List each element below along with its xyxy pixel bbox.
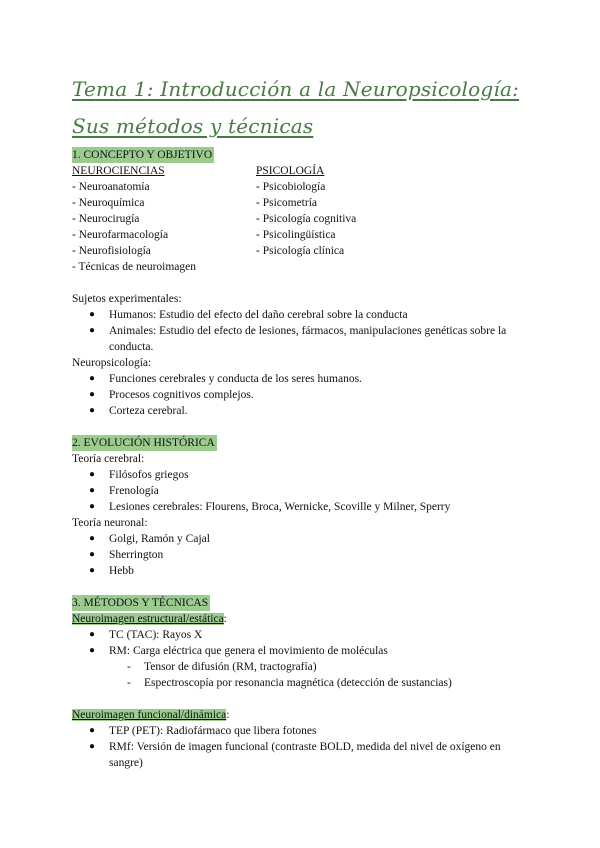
list-item: ● Hebb bbox=[89, 565, 134, 577]
section-3-heading: 3. MÉTODOS Y TÉCNICAS bbox=[72, 597, 209, 609]
list-item: ● Humanos: Estudio del efecto del daño cerebral sobre la conducta bbox=[89, 309, 408, 321]
list-item: ● Animales: Estudio del efecto de lesiones, fármacos, manipulaciones genéticas sobre la conducta. bbox=[89, 325, 507, 353]
psicologia-header: PSICOLOGÍA bbox=[256, 165, 325, 177]
neuropsicologia-label: Neuropsicología: bbox=[72, 357, 152, 369]
list-item: ● Lesiones cerebrales: Flourens, Broca, Wernicke, Scoville y Milner, Sperry bbox=[89, 501, 451, 513]
title-line-1: Tema 1: Introducción a la Neuropsicología: bbox=[72, 77, 520, 101]
neurociencias-header: NEUROCIENCIAS bbox=[72, 165, 165, 177]
bullet-icon: ● bbox=[89, 373, 96, 384]
bullet-icon: ● bbox=[89, 533, 96, 544]
list-item: ● Golgi, Ramón y Cajal bbox=[89, 533, 210, 545]
bullet-icon: ● bbox=[89, 405, 96, 416]
bullet-icon: ● bbox=[89, 501, 96, 512]
teoria-cerebral-list bbox=[72, 467, 532, 515]
neuro-item: - Neuroanatomía bbox=[72, 181, 150, 193]
bullet-icon: ● bbox=[89, 629, 96, 640]
neuro-item: - Neurofarmacología bbox=[72, 229, 169, 241]
psico-item: - Psicolingüística bbox=[256, 229, 336, 241]
neuro-item: - Neuroquímica bbox=[72, 197, 145, 209]
list-item: ● TC (TAC): Rayos X bbox=[89, 629, 203, 641]
dash-icon: - bbox=[127, 677, 131, 689]
bullet-icon: ● bbox=[89, 549, 96, 560]
psico-item: - Psicobiología bbox=[256, 181, 326, 193]
neuropsicologia-list bbox=[72, 371, 532, 419]
psicologia-column bbox=[256, 163, 456, 275]
list-item: ● Funciones cerebrales y conducta de los seres humanos. bbox=[89, 373, 362, 385]
list-item: - Tensor de difusión (RM, tractografía) bbox=[127, 661, 317, 673]
bullet-icon: ● bbox=[89, 325, 96, 336]
section-2-heading: 2. EVOLUCIÓN HISTÓRICA bbox=[72, 437, 215, 449]
rm-sublist bbox=[72, 659, 532, 691]
document-body bbox=[72, 147, 532, 771]
estructural-list bbox=[72, 627, 532, 659]
disciplines-columns bbox=[72, 163, 532, 275]
neuroimagen-funcional-label: Neuroimagen funcional/dinámica: bbox=[72, 709, 230, 721]
bullet-icon: ● bbox=[89, 309, 96, 320]
bullet-icon: ● bbox=[89, 565, 96, 576]
list-item: ● Corteza cerebral. bbox=[89, 405, 188, 417]
bullet-icon: ● bbox=[89, 469, 96, 480]
list-item: ● RMf: Versión de imagen funcional (contraste BOLD, medida del nivel de oxígeno en sangre) bbox=[89, 741, 501, 769]
list-item: ● Procesos cognitivos complejos. bbox=[89, 389, 254, 401]
bullet-icon: ● bbox=[89, 389, 96, 400]
neuro-item: - Técnicas de neuroimagen bbox=[72, 261, 196, 273]
section-1-heading: 1. CONCEPTO Y OBJETIVO bbox=[72, 149, 213, 161]
neuroimagen-estructural-label: Neuroimagen estructural/estática: bbox=[72, 613, 227, 625]
dash-icon: - bbox=[127, 661, 131, 673]
list-item: ● TEP (PET): Radiofármaco que libera fotones bbox=[89, 725, 317, 737]
list-item: ● Filósofos griegos bbox=[89, 469, 189, 481]
psico-item: - Psicología clínica bbox=[256, 245, 345, 257]
list-item: ● Sherrington bbox=[89, 549, 164, 561]
list-item: ● Frenología bbox=[89, 485, 159, 497]
subjects-label: Sujetos experimentales: bbox=[72, 293, 182, 305]
neurociencias-column bbox=[72, 163, 256, 275]
list-item: ● RM: Carga eléctrica que genera el movimiento de moléculas bbox=[89, 645, 388, 657]
bullet-icon: ● bbox=[89, 725, 96, 736]
bullet-icon: ● bbox=[89, 741, 96, 752]
title-line-2: Sus métodos y técnicas bbox=[72, 114, 314, 138]
teoria-cerebral-label: Teoría cerebral: bbox=[72, 453, 145, 465]
neuro-item: - Neurocirugía bbox=[72, 213, 140, 225]
subjects-list bbox=[72, 307, 532, 355]
list-item: - Espectroscopía por resonancia magnética (detección de sustancias) bbox=[127, 677, 452, 689]
neuro-item: - Neurofisiología bbox=[72, 245, 151, 257]
funcional-list bbox=[72, 723, 532, 771]
psico-item: - Psicología cognitiva bbox=[256, 213, 357, 225]
bullet-icon: ● bbox=[89, 485, 96, 496]
psico-item: - Psicometría bbox=[256, 197, 317, 209]
bullet-icon: ● bbox=[89, 645, 96, 656]
teoria-neuronal-label: Teoría neuronal: bbox=[72, 517, 148, 529]
teoria-neuronal-list bbox=[72, 531, 532, 579]
